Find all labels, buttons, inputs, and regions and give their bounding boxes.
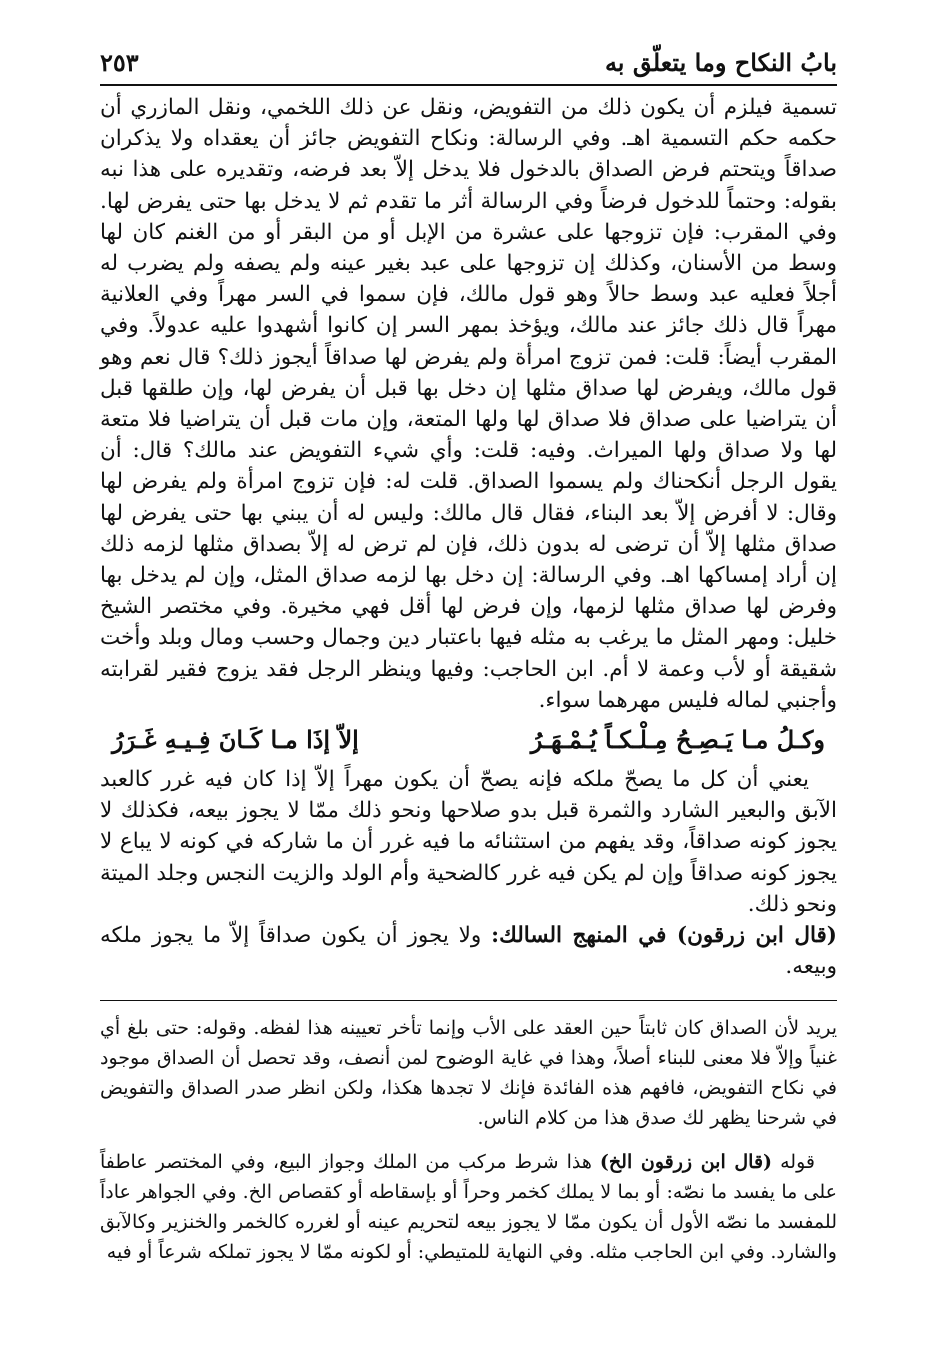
verse-line: [100, 718, 837, 762]
footnotes: [100, 1013, 837, 1267]
paragraph-3: [100, 920, 837, 982]
ibn-zarqun-citation: (قال ابن زرقون) في المنهج السالك:: [491, 923, 837, 949]
paragraph-2: يعني أن كل ما يصحّ ملكه فإنه يصحّ أن يكون مهراً إلاّ إذا كان فيه غرر كالعبد الآبق والبعير الشارد والثمرة قبل بدو صلاحها ونحو ذلك ممّا لا يجوز بيعه، فكذلك لا يجوز كونه صداقاً، وقد يفهم من استثنائه ما فيه غرر أن ما شاركه في كونه لا يباع لا يجوز كونه صداقاً وإن لم يكن فيه غرر كالضحية وأم الولد والزيت النجس وجلد الميتة ونحو ذلك.: [100, 767, 837, 917]
footnote-2-text: هذا شرط مركب من الملك وجواز البيع، وفي المختصر عاطفاً على ما يفسد ما نصّه: أو بما لا يملك كخمر وحراً أو بإسقاطه أو كقصاص الخ. وفي الجواهر عاداً للمفسد ما نصّه الأول أن يكون ممّا لا يجوز بيعه لتحريم عينه أو لغرره كالخمر والخنزير وكالآبق والشارد. وفي ابن الحاجب مثله. وفي النهاية للمتيطي: أو لكونه ممّا لا يجوز تملكه شرعاً أو فيه: [100, 1151, 837, 1264]
running-head: بابُ النكاح وما يتعلّق به: [604, 48, 837, 77]
footnote-1: يريد لأن الصداق كان ثابتاً حين العقد على الأب وإنما تأخر تعيينه هذا لفظه. وقوله: حتى بلغ أي غنياً وإلاّ فلا معنى للبناء أصلاً، وهذا في غاية الوضوح لمن أنصف، وقد تحصل أن الصداق موجود في نكاح التفويض، فافهم هذه الفائدة فإنك لا تجدها هكذا، ولكن انظر صدر الصداق والتفويض في شرحنا يظهر لك صدق هذا من كلام الناس.: [100, 1017, 837, 1130]
page-number: ٢٥٣: [100, 48, 139, 77]
footnote-2: [100, 1147, 837, 1267]
verse-hemistich-left: إلاّ إذَا مـا كَـانَ فِـيـهِ غَـرَرُ: [112, 725, 359, 755]
page-header: [100, 40, 837, 80]
main-text: [100, 92, 837, 982]
paragraph-3-text: ولا يجوز أن يكون صداقاً إلاّ ما يجوز ملكه وبيعه.: [100, 923, 837, 980]
verse-hemistich-right: وكـلُ مـا يَـصِـحُ مِـلْـكـاً يُـمْـهَـرُ: [530, 725, 825, 755]
footnote-rule: [100, 1000, 837, 1001]
footnote-2-lemma: (قال ابن زرقون الخ): [599, 1151, 773, 1174]
paragraph-1: تسمية فيلزم أن يكون ذلك من التفويض، ونقل عن ذلك اللخمي، ونقل المازري أن حكمه حكم التسمية اهـ. وفي الرسالة: ونكاح التفويض جائز أن يعقداه ولا يذكران صداقاً ويتحتم فرض الصداق بالدخول فلا يدخل إلاّ بعد فرضه، وتقديره على هذا نبه بقوله: وحتماً للدخول فرضاً وفي الرسالة أثر ما تقدم ثم لا يدخل بها حتى يفرض لها. وفي المقرب: فإن تزوجها على عشرة من الإبل أو من البقر أو من الغنم كان لها وسط من الأسنان، وكذلك إن تزوجها على عبد بغير عينه ولم يصفه ولم يضرب له أجلاً فعليه عبد وسط حالاً وهو قول مالك، فإن سموا في السر مهراً وفي العلانية مهراً قال ذلك جائز عند مالك، ويؤخذ بمهر السر إن كانوا أشهدوا عليه عدولاً. وفي المقرب أيضاً: قلت: فمن تزوج امرأة ولم يفرض لها صداقاً أيجوز ذلك؟ قال نعم وهو قول مالك، ويفرض لها صداق مثلها إن دخل بها قبل أن يفرض لها، وإن طلقها قبل أن يتراضيا على صداق فلا صداق لها ولها المتعة، وإن مات قبل أن يتراضيا فلا متعة لها ولا صداق ولها الميراث. وفيه: قلت: وأي شيء التفويض عند مالك؟ قال: أن يقول الرجل أنكحناك ولم يسموا الصداق. قلت له: فإن تزوج امرأة ولم يفرض لها وقال: لا أفرض إلاّ بعد البناء، فقال قال مالك: وليس له أن يبني بها حتى يفرض لها صداق مثلها إلاّ أن ترضى له بدون ذلك، فإن لم ترض له إلاّ بصداق مثلها لزمه ذلك إن أراد إمساكها اهـ. وفي الرسالة: إن دخل بها لزمه صداق المثل، وإن لم يدخل بها وفرض لها صداق مثلها لزمها، وإن فرض لها أقل فهي مخيرة. وفي مختصر الشيخ خليل: ومهر المثل ما يرغب به مثله فيها باعتبار دين وجمال وحسب ومال وبلد وأخت شقيقة أو لأب وعمة لا أم. ابن الحاجب: وفيها وينظر الرجل فقد يزوج فقير لقرابته وأجنبي لماله فليس مهرهما سواء.: [100, 95, 837, 713]
header-rule: [100, 84, 837, 86]
footnote-2-prefix: قوله: [772, 1151, 815, 1174]
